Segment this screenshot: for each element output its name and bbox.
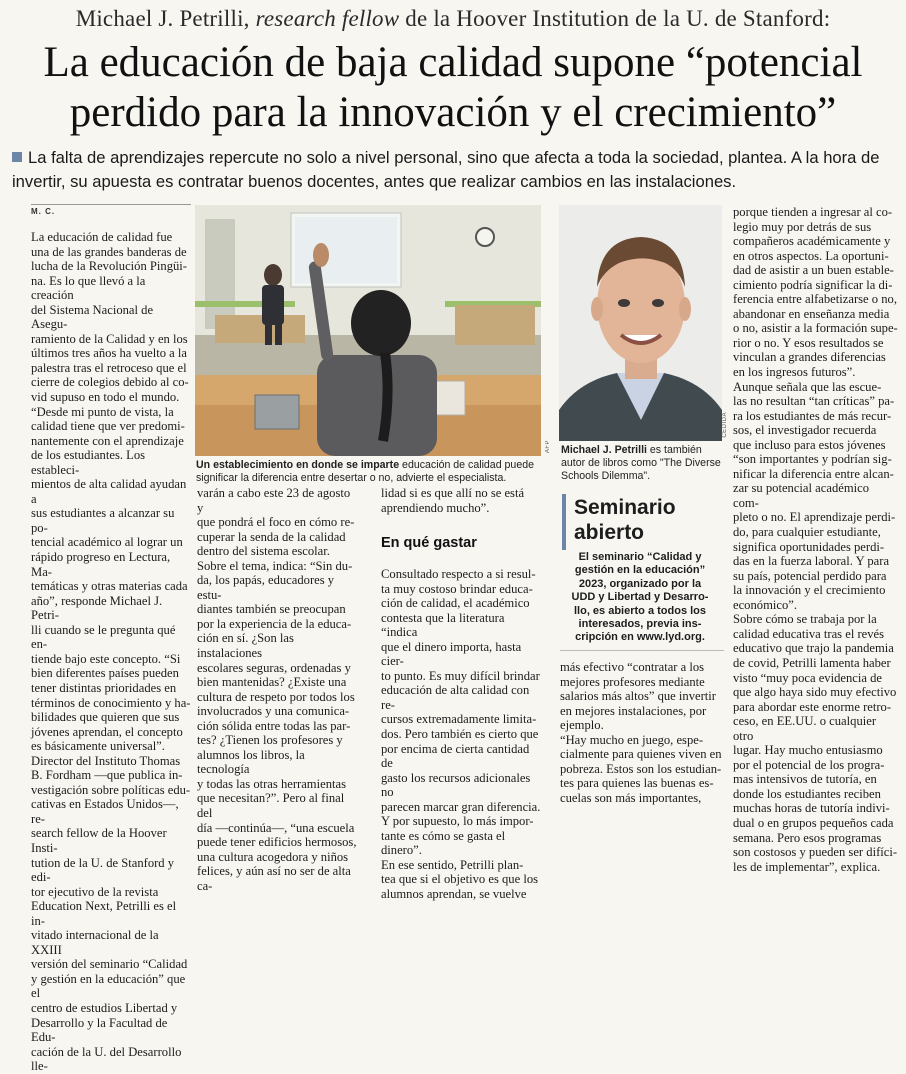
text-line: ferencia entre alfabetizarse o no, <box>733 292 897 307</box>
text-line: de los estudiantes. Los estableci- <box>31 448 146 477</box>
text-line: mejores profesores mediante <box>560 674 705 689</box>
text-line: 2023, organizado por la <box>578 577 702 590</box>
text-line: “son importantes y podrían sig- <box>733 452 892 467</box>
text-line: la innovación y el crecimiento <box>733 583 886 598</box>
portrait-photo-caption <box>561 444 726 483</box>
text-line: lidad si es que allí no se está <box>381 486 525 500</box>
text-line: temáticas y otras materias cada <box>31 579 188 594</box>
text-line: ramiento de la Calidad y en los <box>31 331 188 346</box>
text-line: centro de estudios Libertad y <box>31 1000 178 1015</box>
text-line: rior o no. Y esos resultados se <box>733 335 884 350</box>
text-line: dentro del sistema escolar. <box>197 544 330 559</box>
text-line: por la experiencia de la educa- <box>197 616 352 631</box>
text-line: para abordar este enorme retro- <box>733 699 892 714</box>
text-line: Y por supuesto, lo más impor- <box>381 814 534 829</box>
text-line: significa oportunidades perdi- <box>733 539 885 554</box>
text-line: felices, y aún así no ser de alta ca- <box>197 864 351 893</box>
text-line: tor ejecutivo de la revista <box>31 884 159 899</box>
text-line: escolares seguras, ordenadas y <box>197 660 351 675</box>
text-line: o no, asistir a la formación supe- <box>733 321 898 336</box>
text-line: su país, potencial perdido para <box>733 568 887 583</box>
text-line: tencial académico al lograr un <box>31 535 183 550</box>
text-line: vitado internacional de la XXIII <box>31 928 159 957</box>
text-column-3 <box>381 567 541 902</box>
text-line: lucha de la Revolución Pingüi- <box>31 259 187 274</box>
summary-text: La falta de aprendizajes repercute no solo a nivel personal, sino que afecta a toda la sociedad, plantea. A la hora de invertir, su apuesta es contratar buenos docentes, antes que realizar cambios en las instalaciones. <box>12 148 880 191</box>
text-line: aprendiendo mucho”. <box>381 500 490 515</box>
text-line: que pondrá el foco en cómo re- <box>197 515 355 530</box>
text-line: ejemplo. <box>560 718 604 733</box>
text-line: sus estudiantes a alcanzar su po- <box>31 506 175 535</box>
text-line: bilidades que quieren que sus <box>31 710 180 725</box>
text-line: nantemente con el aprendizaje <box>31 433 184 448</box>
text-line: más efectivo “contratar a los <box>560 660 705 674</box>
text-line: por encima de cierta cantidad de <box>381 741 530 771</box>
text-line: que incluso para estos jóvenes <box>733 437 886 452</box>
classroom-caption-rest: educación de calidad puede significar la diferencia entre desertar o no, advierte el especialista. <box>196 459 534 484</box>
text-line: cripción en www.lyd.org. <box>575 631 705 644</box>
text-line: El seminario “Calidad y <box>578 551 702 563</box>
text-line: ceso, en EE.UU. o cualquier otro <box>733 714 877 743</box>
text-line: ción sólida entre todas las par- <box>197 718 351 733</box>
bullet-square-icon <box>12 152 22 162</box>
text-line: involucrados y una comunica- <box>197 704 350 719</box>
text-line: año”, responde Michael J. Petri- <box>31 593 163 623</box>
text-line: cialmente para quienes viven en <box>560 747 722 762</box>
article-summary <box>12 146 896 194</box>
portrait-illustration <box>559 205 722 441</box>
classroom-caption-bold: Un establecimiento en donde se imparte <box>196 459 400 471</box>
text-line: semana. Pero esos programas <box>733 830 882 845</box>
seminar-accent-bar <box>562 494 566 550</box>
text-line: ta muy costoso brindar educa- <box>381 581 533 596</box>
text-line: lugar. Hay mucho entusiasmo <box>733 743 883 758</box>
text-line: son costosos y pueden ser difíci- <box>733 845 898 860</box>
text-line: calidad tiene que ver predomi- <box>31 419 185 434</box>
text-line: del Sistema Nacional de Asegu- <box>31 302 154 332</box>
text-line: da, los papás, educadores y estu- <box>197 573 335 602</box>
text-line: día —continúa—, “una escuela <box>197 820 355 835</box>
text-line: tea que si el objetivo es que los <box>381 872 539 887</box>
text-line: en otros aspectos. La oportuni- <box>733 248 889 263</box>
text-line: es básicamente universal”. <box>31 739 165 754</box>
headline-line-1: La educación de baja calidad supone “potencial <box>43 39 863 86</box>
text-line: interesados, previa ins- <box>578 618 702 631</box>
text-line: Sobre el tema, indica: “Sin du- <box>197 558 353 573</box>
text-line: parecen marcar gran diferencia. <box>381 799 541 814</box>
text-column-2 <box>197 486 359 893</box>
text-line: bien diferentes países pueden <box>31 666 179 681</box>
text-line: cultura de respeto por todos los <box>197 689 355 704</box>
text-line: diantes también se preocupan <box>197 602 346 617</box>
kicker-role: research fellow <box>255 6 400 31</box>
text-line: contesta que la literatura “indica <box>381 610 505 640</box>
text-line: muchas horas de tutoría indivi- <box>733 801 890 816</box>
text-line: rápido progreso en Lectura, Ma- <box>31 550 171 579</box>
text-line: nificar la diferencia entre alcan- <box>733 466 894 481</box>
text-line: calidad educativa tras el revés <box>733 626 885 641</box>
text-line: search fellow de la Hoover Insti- <box>31 826 167 855</box>
portrait-photo-credit: CEDIDA <box>722 412 728 438</box>
text-line: ra los estudiantes de más recur- <box>733 408 892 423</box>
text-line: ción de calidad, el académico <box>381 596 530 611</box>
text-line: una cultura acogedora y niños <box>197 849 349 864</box>
text-line: tes? ¿Tienen los profesores y <box>197 733 343 748</box>
seminar-divider <box>560 650 724 651</box>
text-line: palestra tras el retroceso que el <box>31 360 187 375</box>
text-line: por el potencial de los progra- <box>733 757 885 772</box>
text-line: alumnos los libros, la tecnología <box>197 747 305 777</box>
text-line: lli cuando se le pregunta qué en- <box>31 622 176 652</box>
text-line: sos, el investigador recuerda <box>733 423 877 438</box>
text-line: tes para quienes las buenas es- <box>560 776 714 791</box>
text-line: jóvenes aprendan, el concepto <box>31 724 183 739</box>
text-line: educación de alta calidad con re- <box>381 683 530 712</box>
seminar-body <box>569 551 711 645</box>
text-line: que el dinero importa, hasta cier- <box>381 639 522 669</box>
text-line: salarios más altos” que invertir <box>560 689 716 704</box>
seminar-title <box>574 495 676 545</box>
classroom-illustration <box>195 205 541 456</box>
text-line: ción en sí. ¿Son las instalaciones <box>197 631 294 661</box>
portrait-caption-rest: es también autor de libros como "The Diverse Schools Dilemma". <box>561 444 721 482</box>
text-line: una de las grandes banderas de <box>31 244 187 259</box>
text-line: donde los estudiantes reciben <box>733 786 881 801</box>
text-line: cimiento podría significar la di- <box>733 277 893 292</box>
text-line: gasto los recursos adicionales no <box>381 770 531 800</box>
text-line: cuperar la senda de la calidad <box>197 529 346 544</box>
text-line: vinculan a grandes diferencias <box>733 350 886 365</box>
text-line: vid supuso en todo el mundo. <box>31 390 180 405</box>
seminar-title-line-2: abierto <box>574 521 645 544</box>
text-line: económico”. <box>733 597 797 612</box>
text-line: últimos tres años ha vuelto a la <box>31 346 187 361</box>
text-line: varán a cabo este 23 de agosto y <box>197 486 351 515</box>
text-line: pobreza. Estos son los estudian- <box>560 761 722 776</box>
text-line: bien mantenidas? ¿Existe una <box>197 675 347 690</box>
article-headline <box>0 38 906 138</box>
text-line: mientos de alta calidad ayudan a <box>31 477 187 506</box>
text-line: tiende bajo este concepto. “Si <box>31 651 181 666</box>
text-line: y gestión en la educación” que el <box>31 971 186 1001</box>
text-line: de covid, Petrilli lamenta haber <box>733 655 891 670</box>
text-line: zar su potencial académico com- <box>733 481 870 510</box>
text-column-4 <box>560 660 724 805</box>
text-line: to punto. Es muy difícil brindar <box>381 668 540 683</box>
text-line: tante es cómo se gasta el dinero”. <box>381 828 506 858</box>
text-column-3-top <box>381 486 541 515</box>
text-line: las no resultan “tan críticas” pa- <box>733 394 895 409</box>
text-line: llo, es abierto a todos los <box>573 604 707 617</box>
article-kicker <box>0 6 906 32</box>
text-line: Education Next, Petrilli es el in- <box>31 899 177 928</box>
text-line: dad de asistir a un buen estable- <box>733 263 894 278</box>
text-line: que algo haya sido muy efectivo <box>733 685 897 700</box>
text-line: compañeros académicamente y <box>733 234 891 249</box>
portrait-photo <box>559 205 722 441</box>
kicker-rest: de la Hoover Institution de la U. de Stanford: <box>405 6 831 31</box>
text-line: mas intensivos de tutoría, en <box>733 772 877 787</box>
text-line: das en la fuerza laboral. Y para <box>733 554 890 569</box>
text-line: pleto o no. El aprendizaje perdi- <box>733 510 896 525</box>
text-line: tener distintas prioridades en <box>31 680 177 695</box>
text-line: términos de conocimiento y ha- <box>31 695 191 710</box>
text-column-1 <box>31 230 191 1074</box>
section-subhead: En qué gastar <box>381 535 477 551</box>
text-line: educativo que trajo la pandemia <box>733 641 894 656</box>
text-line: “Hay mucho en juego, espe- <box>560 732 704 747</box>
text-line: Director del Instituto Thomas <box>31 753 181 768</box>
headline-line-2: perdido para la innovación y el crecimiento” <box>69 89 837 136</box>
text-line: y todas las otras herramientas <box>197 776 346 791</box>
text-line: que necesitan?”. Pero al final del <box>197 791 345 821</box>
text-line: cierre de colegios debido al co- <box>31 375 189 390</box>
text-line: en mejores instalaciones, por <box>560 703 707 718</box>
text-line: dual o en grupos pequeños cada <box>733 815 894 830</box>
text-line: na. Es lo que llevó a la creación <box>31 273 146 303</box>
text-line: cativas en Estados Unidos—, re- <box>31 797 179 826</box>
text-line: porque tienden a ingresar al co- <box>733 205 893 219</box>
text-line: do, para cualquier estudiante, <box>733 525 881 540</box>
text-line: Consultado respecto a si resul- <box>381 567 536 581</box>
text-line: dos. Pero también es cierto que <box>381 727 539 742</box>
text-line: alumnos aprendan, se vuelve <box>381 887 527 902</box>
text-line: gestión en la educación” <box>574 564 706 577</box>
byline: M. C. <box>31 204 191 216</box>
text-line: legio muy por detrás de sus <box>733 219 872 234</box>
text-line: les de implementar”, explica. <box>733 859 881 874</box>
text-line: abandonar en enseñanza media <box>733 306 890 321</box>
text-line: cación de la U. del Desarrollo lle- <box>31 1044 182 1074</box>
classroom-photo-credit: AFP <box>545 440 551 454</box>
classroom-photo <box>195 205 541 456</box>
text-line: UDD y Libertad y Desarro- <box>571 591 709 604</box>
text-line: cuelas son más importantes, <box>560 790 702 805</box>
text-line: visto “muy poca evidencia de <box>733 670 882 685</box>
text-line: “Desde mi punto de vista, la <box>31 404 174 419</box>
portrait-caption-bold: Michael J. Petrilli <box>561 444 647 456</box>
classroom-photo-caption <box>196 459 542 485</box>
kicker-name: Michael J. Petrilli, <box>75 6 250 31</box>
text-line: En ese sentido, Petrilli plan- <box>381 857 524 872</box>
text-line: B. Fordham —que publica in- <box>31 768 183 783</box>
text-line: en los ingresos futuros”. <box>733 365 856 380</box>
text-line: versión del seminario “Calidad <box>31 957 188 972</box>
text-line: Sobre cómo se trabaja por la <box>733 612 877 627</box>
text-line: tution de la U. de Stanford y edi- <box>31 855 175 885</box>
text-line: cursos extremadamente limita- <box>381 712 537 727</box>
text-line: Desarrollo y la Facultad de Edu- <box>31 1015 168 1045</box>
text-line: vestigación sobre políticas edu- <box>31 782 191 797</box>
seminar-title-line-1: Seminario <box>574 496 676 519</box>
text-line: puede tener edificios hermosos, <box>197 835 357 850</box>
text-line: Aunque señala que las escue- <box>733 379 882 394</box>
text-column-5 <box>733 205 898 874</box>
text-line: La educación de calidad fue <box>31 230 173 244</box>
